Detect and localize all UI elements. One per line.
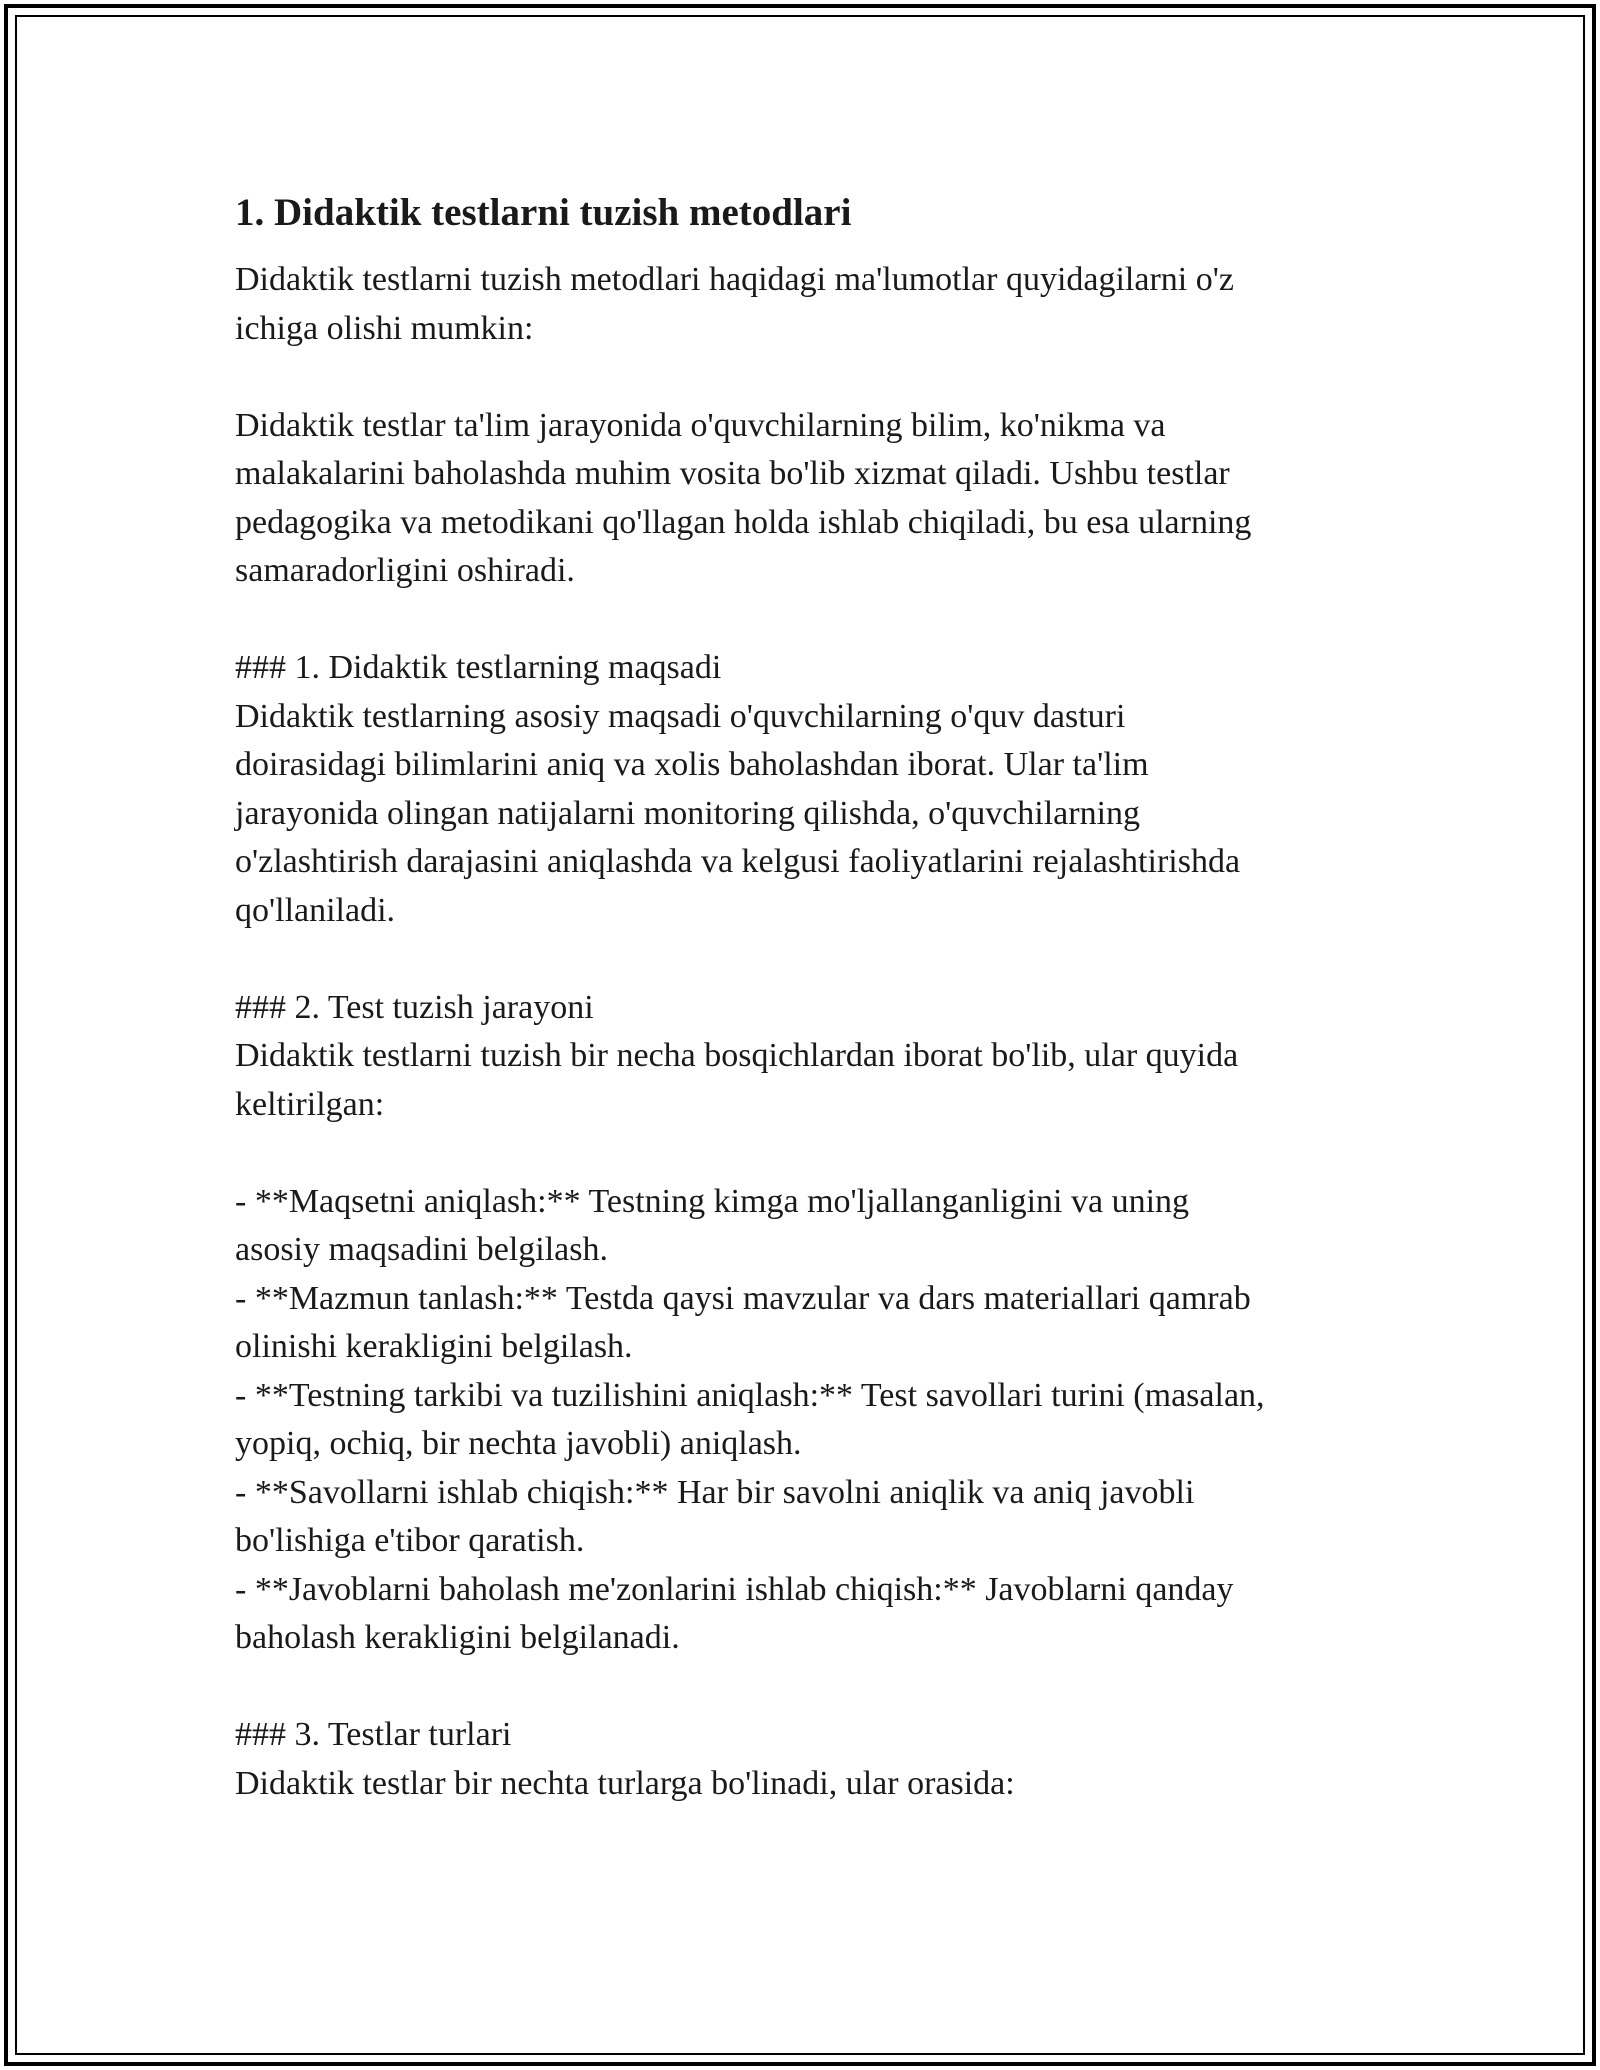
document-body: Didaktik testlarni tuzish metodlari haqidagi ma'lumotlar quyidagilarni o'z ichiga olishi mumkin: Didaktik testlar ta'lim jarayonida o'quvchilarning bilim, ko'nikma va malakalarini baholashda muhim vosita bo'lib xizmat qiladi. Ushbu testlar pedagogika va metodikani qo'llagan holda ishlab chiqiladi, bu esa ularning samaradorligini oshiradi. ### 1. Didaktik testlarning maqsadi Didaktik testlarning asosiy maqsadi o'quvchilarning o'quv dasturi doirasidagi bilimlarini aniq va xolis baholashdan iborat. Ular ta'lim jarayonida olingan natijalarni monitoring qilishda, o'quvchilarning o'zlashtirish darajasini aniqlashda va kelgusi faoliyatlarini rejalashtirishda qo'llaniladi. ### 2. Test tuzish jarayoni Didaktik testlarni tuzish bir necha bosqichlardan iborat bo'lib, ular quyida keltirilgan: - **Maqsetni aniqlash:** Testning kimga mo'ljallanganligini va uning asosiy maqsadini belgilash. - **Mazmun tanlash:** Testda qaysi mavzular va dars materiallari qamrab olinishi kerakligini belgilash. - **Testning tarkibi va tuzilishini aniqlash:** Test savollari turini (masalan, yopiq, ochiq, bir nechta javobli) aniqlash. - **Savollarni ishlab chiqish:** Har bir savolni aniqlik va aniq javobli bo'lishiga e'tibor qaratish. - **Javoblarni baholash me'zonlarini ishlab chiqish:** Javoblarni qanday baholash kerakligini belgilanadi. ### 3. Testlar turlari Didaktik testlar bir nechta turlarga bo'linadi, ular orasida: <box>235 261 1265 1802</box>
document-title: 1. Didaktik testlarni tuzish metodlari <box>235 191 852 234</box>
document-content <box>235 188 1365 1808</box>
